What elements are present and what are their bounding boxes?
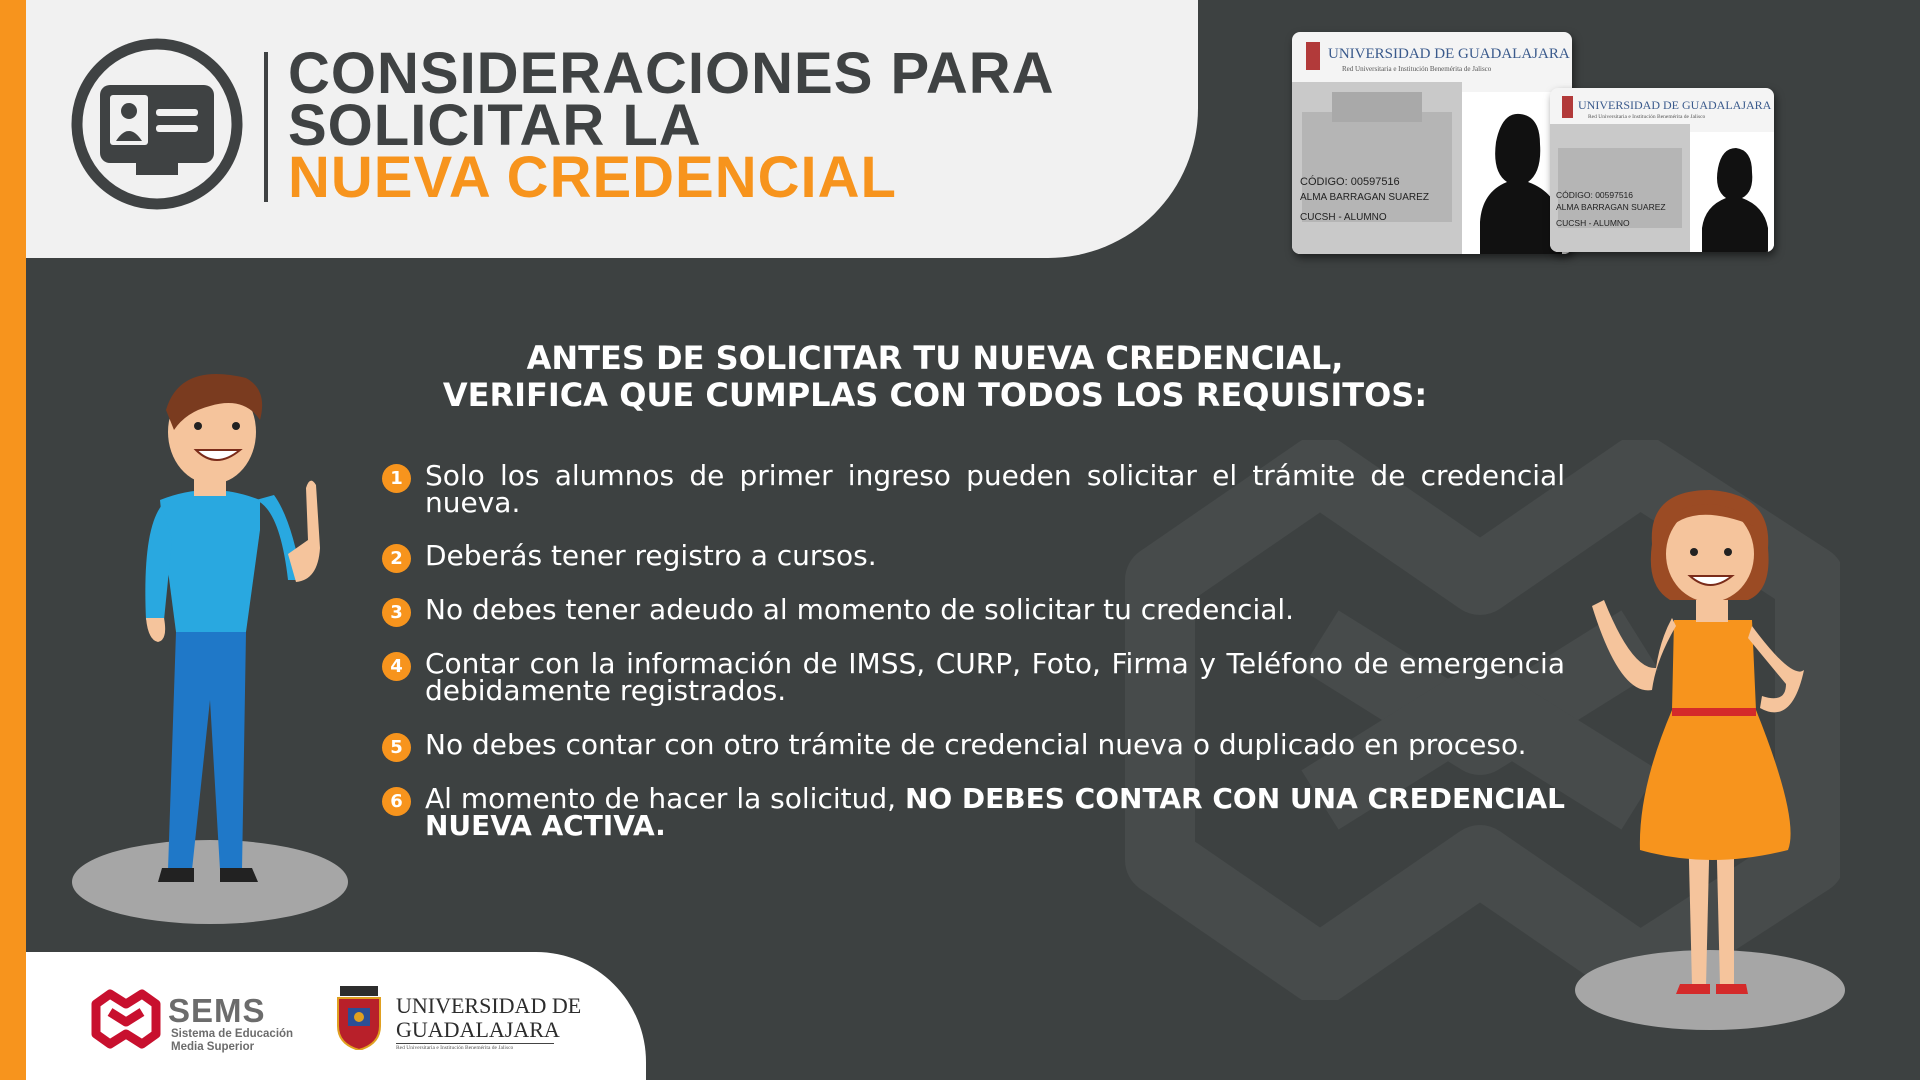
sems-desc-line-2: Media Superior [171,1041,255,1053]
student-woman-illustration [1560,490,1870,1030]
card2-center: CUCSH - ALUMNO [1556,218,1630,228]
card2-code: CÓDIGO: 00597516 [1556,190,1634,200]
page-title [288,41,1055,210]
credential-card-back [1550,88,1774,252]
number-badge: 2 [382,544,411,573]
number-badge: 6 [382,787,411,816]
udg-name [396,994,581,1042]
heading-line-1: ANTES DE SOLICITAR TU NUEVA CREDENCIAL, [526,339,1344,377]
requirement-item [380,593,1565,626]
requirement-text: No debes contar con otro trámite de credencial nueva o duplicado en proceso. [425,728,1527,761]
number-badge: 4 [382,652,411,681]
sems-name: SEMS [168,992,266,1029]
requirement-item [380,539,1565,572]
udg-subtitle: Red Universitaria e Institución Benemérita de Jalisco [396,1045,514,1051]
card2-name: ALMA BARRAGAN SUAREZ [1556,202,1666,212]
sems-desc-line-1: Sistema de Educación [171,1028,294,1040]
student-man-illustration [70,370,360,930]
sems-description [171,1028,293,1054]
card-code: CÓDIGO: 00597516 [1300,176,1400,188]
footer-logos [26,952,646,1080]
card-center: CUCSH - ALUMNO [1300,212,1387,223]
card-name: ALMA BARRAGAN SUAREZ [1300,192,1429,203]
id-card-icon [70,37,244,211]
orange-side-bar [0,0,26,1080]
requirement-item [380,728,1565,761]
card-network: Red Universitaria e Institución Benemérita de Jalisco [1342,65,1492,73]
udg-underline [396,1043,554,1044]
title-accent: NUEVA CREDENCIAL [288,145,897,210]
udg-name-line-1: UNIVERSIDAD DE [396,993,582,1018]
credential-card-front [1292,32,1572,254]
requirement-item [380,647,1565,707]
requirement-item [380,459,1565,519]
heading-line-2: VERIFICA QUE CUMPLAS CON TODOS LOS REQUISITOS: [442,376,1428,414]
requirement-text: Deberás tener registro a cursos. [425,539,877,572]
requirement-text: Solo los alumnos de primer ingreso pueden solicitar el trámite de credencial nueva. [425,459,1565,519]
number-badge: 1 [382,464,411,493]
udg-shield-icon [336,986,382,1050]
number-badge: 5 [382,733,411,762]
requirement-text: Contar con la información de IMSS, CURP, Foto, Firma y Teléfono de emergencia debidamente registrados. [425,647,1565,707]
requirement-text: Al momento de hacer la solicitud, [425,782,905,815]
header-panel [26,0,1198,258]
title-line-1: CONSIDERACIONES PARA [288,41,1055,106]
card-university: UNIVERSIDAD DE GUADALAJARA [1328,46,1570,62]
requirements-heading [380,340,1490,414]
card2-university: UNIVERSIDAD DE GUADALAJARA [1578,98,1772,112]
requirement-item [380,782,1566,842]
header-divider [264,52,268,202]
sems-logo [90,988,162,1050]
card2-network: Red Universitaria e Institución Benemérita de Jalisco [1588,114,1706,120]
credential-cards-illustration [1290,30,1780,265]
udg-name-line-2: GUADALAJARA [396,1017,560,1042]
number-badge: 3 [382,598,411,627]
requirements-list [380,459,1566,842]
requirement-emphasis: NO DEBES CONTAR CON UNA CREDENCIAL NUEVA ACTIVA. [425,782,1566,842]
title-line-2: SOLICITAR LA [288,93,702,158]
requirement-text: No debes tener adeudo al momento de solicitar tu credencial. [425,593,1295,626]
